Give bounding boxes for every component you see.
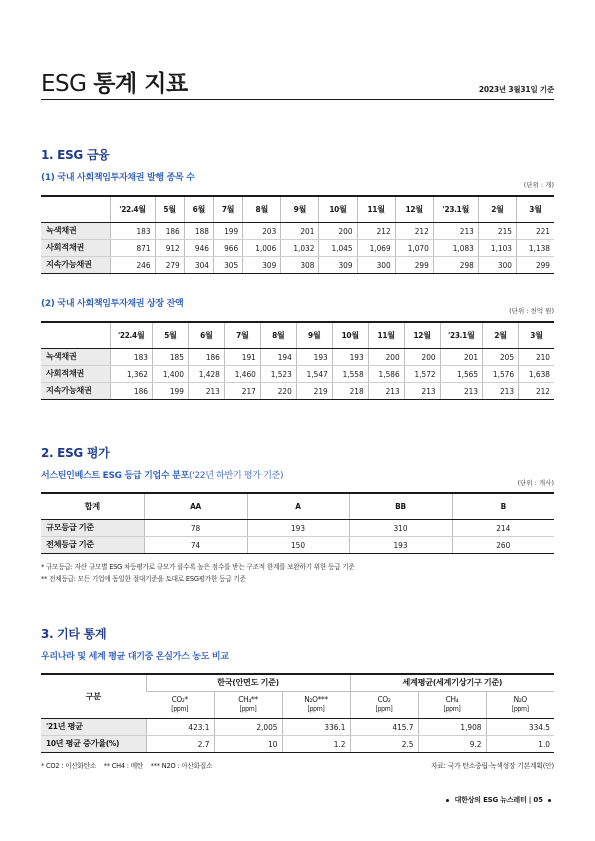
table-cell: 220 <box>260 382 296 399</box>
gas-column-header <box>350 691 418 718</box>
table-cell: 215 <box>478 222 516 239</box>
table-listed-balance <box>41 321 554 400</box>
header-rule <box>41 99 554 100</box>
table-cell: 1,069 <box>357 239 395 256</box>
row-label: 전체등급 기준 <box>41 536 144 553</box>
table-cell: 336.1 <box>282 718 350 735</box>
table-row <box>41 239 554 256</box>
table-cell: 1,558 <box>332 365 368 382</box>
table-cell: 1,908 <box>418 718 486 735</box>
group-header-korea: 한국(안면도 기준) <box>146 674 350 691</box>
table-cell: 219 <box>296 382 332 399</box>
table-cell: 213 <box>368 382 404 399</box>
table-cell: 299 <box>395 256 433 273</box>
column-header: 9월 <box>281 196 319 222</box>
gas-name: CH₄** <box>238 693 258 704</box>
footer-page-number: 05 <box>533 796 543 804</box>
unit-rating: (단위 : 개사) <box>517 479 554 487</box>
row-label: 사회적채권 <box>41 239 110 256</box>
table-cell: 1,070 <box>395 239 433 256</box>
table-cell: 199 <box>213 222 242 239</box>
table-cell: 212 <box>357 222 395 239</box>
column-header: 8월 <box>260 322 296 348</box>
page-date: 2023년 3월31일 기준 <box>478 85 554 94</box>
column-header: 8월 <box>243 196 281 222</box>
gas-column-header <box>486 691 554 718</box>
table-cell: 1.2 <box>282 735 350 752</box>
table-cell: 299 <box>516 256 554 273</box>
table-cell: 300 <box>357 256 395 273</box>
table-cell: 221 <box>516 222 554 239</box>
table-cell: 205 <box>483 348 519 365</box>
table-cell: 300 <box>478 256 516 273</box>
table-cell: 1,576 <box>483 365 519 382</box>
section-title-esg-rating: 2. ESG 평가 <box>41 446 110 460</box>
column-header: '22.4월 <box>110 322 152 348</box>
unit-listed-balance: (단위 : 천억 원) <box>509 307 554 315</box>
column-header: 5월 <box>155 196 184 222</box>
table-cell: 193 <box>332 348 368 365</box>
column-header: 3월 <box>519 322 554 348</box>
table-cell: 298 <box>433 256 478 273</box>
footer-dot-icon <box>548 799 551 802</box>
gas-column-header <box>214 691 282 718</box>
gas-name: CH₄ <box>445 693 459 704</box>
table-cell: 1,362 <box>110 365 152 382</box>
table-cell: 9.2 <box>418 735 486 752</box>
table-cell: 415.7 <box>350 718 418 735</box>
table-cell: 201 <box>281 222 319 239</box>
subtitle-ghg-comparison: 우리나라 및 세계 평균 대기중 온실가스 농도 비교 <box>41 652 229 662</box>
table-cell: 193 <box>247 519 349 536</box>
gas-name: N₂O*** <box>304 693 328 704</box>
row-label: 지속가능채권 <box>41 256 110 273</box>
table-cell: 1,103 <box>478 239 516 256</box>
table-cell: 309 <box>243 256 281 273</box>
table-cell: 212 <box>395 222 433 239</box>
table-cell: 912 <box>155 239 184 256</box>
column-header: BB <box>349 493 452 519</box>
gas-column-header <box>282 691 350 718</box>
column-header: 12월 <box>404 322 440 348</box>
table-cell: 1,547 <box>296 365 332 382</box>
gas-name: CO₂ <box>377 693 391 704</box>
row-label: 녹색채권 <box>41 222 110 239</box>
row-label: 녹색채권 <box>41 348 110 365</box>
page-header <box>41 65 554 97</box>
table-cell: 191 <box>224 348 260 365</box>
table-cell: 200 <box>368 348 404 365</box>
table-cell: 2,005 <box>214 718 282 735</box>
table-cell: 214 <box>452 519 554 536</box>
column-header: 6월 <box>184 196 213 222</box>
column-header: 9월 <box>296 322 332 348</box>
table-rating-distribution <box>41 492 554 554</box>
table-cell: 1,586 <box>368 365 404 382</box>
table-cell: 183 <box>110 348 152 365</box>
table-ghg-comparison <box>41 673 554 753</box>
table-corner <box>41 322 110 348</box>
gas-unit: [ppm] <box>307 705 325 714</box>
table-cell: 279 <box>155 256 184 273</box>
column-header: 12월 <box>395 196 433 222</box>
table-cell: 423.1 <box>146 718 214 735</box>
table-cell: 2.7 <box>146 735 214 752</box>
column-header: A <box>247 493 349 519</box>
table-cell: 1,032 <box>281 239 319 256</box>
gas-column-header <box>146 691 214 718</box>
table-row <box>41 718 554 735</box>
table-cell: 2.5 <box>350 735 418 752</box>
table-cell: 186 <box>155 222 184 239</box>
column-header: B <box>452 493 554 519</box>
table-row <box>41 382 554 399</box>
table-cell: 193 <box>296 348 332 365</box>
table-cell: 1,565 <box>440 365 482 382</box>
column-header-total: 합계 <box>41 493 144 519</box>
column-header: 2월 <box>478 196 516 222</box>
gas-unit: [ppm] <box>239 705 257 714</box>
table-cell: 246 <box>110 256 155 273</box>
page-title-main: 통계 지표 <box>93 71 188 97</box>
table-cell: 1,523 <box>260 365 296 382</box>
table-cell: 183 <box>110 222 155 239</box>
table-cell: 1,083 <box>433 239 478 256</box>
group-header-world: 세계평균(세계기상기구 기준) <box>350 674 554 691</box>
subtitle-rating-bold: 서스틴인베스트 ESG 등급 기업수 분포 <box>41 471 189 481</box>
column-header: 6월 <box>188 322 224 348</box>
note-overall-grade: ** 전체등급: 모든 기업에 동일한 절대기준을 토대로 ESG평가한 등급 기준 <box>41 575 246 583</box>
table-row <box>41 519 554 536</box>
table-cell: 203 <box>243 222 281 239</box>
table-row <box>41 365 554 382</box>
page-title <box>41 65 188 98</box>
table-row <box>41 348 554 365</box>
page-title-prefix: ESG <box>41 71 87 97</box>
table-cell: 334.5 <box>486 718 554 735</box>
table-cell: 309 <box>319 256 357 273</box>
note-scale-grade: * 규모등급: 자산 규모별 ESG 차등평가로 규모가 클수록 높은 점수를 받는 구조적 한계를 보완하기 위한 등급 기준 <box>41 563 355 571</box>
column-header: 11월 <box>368 322 404 348</box>
table-cell: 210 <box>519 348 554 365</box>
table-cell: 201 <box>440 348 482 365</box>
table-cell: 1,138 <box>516 239 554 256</box>
column-header: 2월 <box>483 322 519 348</box>
table-cell: 218 <box>332 382 368 399</box>
table-cell: 966 <box>213 239 242 256</box>
table-cell: 186 <box>188 348 224 365</box>
column-header: '22.4월 <box>110 196 155 222</box>
row-label: 사회적채권 <box>41 365 110 382</box>
table-cell: 212 <box>519 382 554 399</box>
row-label: '21년 평균 <box>41 718 146 735</box>
table-cell: 217 <box>224 382 260 399</box>
table-cell: 213 <box>188 382 224 399</box>
subtitle-rating-distribution <box>41 468 283 481</box>
table-cell: 1,045 <box>319 239 357 256</box>
table-row <box>41 256 554 273</box>
table-cell: 200 <box>404 348 440 365</box>
table-cell: 186 <box>110 382 152 399</box>
table-corner <box>41 196 110 222</box>
table-issuance-count <box>41 195 554 274</box>
note-gas-abbreviations: * CO2 : 이산화탄소 ** CH4 : 메탄 *** N2O : 아산화질소 <box>41 762 213 770</box>
table-cell: 946 <box>184 239 213 256</box>
table-cell: 1.0 <box>486 735 554 752</box>
row-label: 지속가능채권 <box>41 382 110 399</box>
table-cell: 213 <box>433 222 478 239</box>
footer-newsletter: 대한상의 ESG 뉴스레터 <box>454 796 527 804</box>
table-cell: 1,572 <box>404 365 440 382</box>
page-footer <box>443 795 554 805</box>
column-header: 7월 <box>224 322 260 348</box>
subtitle-issuance-count: (1) 국내 사회책임투자채권 발행 종목 수 <box>41 173 195 183</box>
subtitle-rating-light: ('22년 하반기 평가 기준) <box>188 471 284 481</box>
row-label: 10년 평균 증가율(%) <box>41 735 146 752</box>
table-cell: 74 <box>144 536 247 553</box>
table-row <box>41 735 554 752</box>
row-header-category: 구분 <box>41 674 146 718</box>
gas-column-header <box>418 691 486 718</box>
table-cell: 1,006 <box>243 239 281 256</box>
table-row <box>41 222 554 239</box>
source-text: 자료: 국가 탄소중립·녹색성장 기본계획(안) <box>430 762 554 770</box>
gas-unit: [ppm] <box>511 705 529 714</box>
table-cell: 185 <box>152 348 188 365</box>
footer-dot-icon <box>446 799 449 802</box>
gas-name: CO₂* <box>171 693 188 704</box>
table-row <box>41 536 554 553</box>
table-cell: 1,638 <box>519 365 554 382</box>
gas-unit: [ppm] <box>171 705 189 714</box>
table-cell: 213 <box>404 382 440 399</box>
column-header: '23.1월 <box>433 196 478 222</box>
table-cell: 213 <box>440 382 482 399</box>
gas-unit: [ppm] <box>375 705 393 714</box>
table-cell: 308 <box>281 256 319 273</box>
gas-unit: [ppm] <box>443 705 461 714</box>
table-cell: 200 <box>319 222 357 239</box>
column-header: 10월 <box>319 196 357 222</box>
table-cell: 1,400 <box>152 365 188 382</box>
column-header: '23.1월 <box>440 322 482 348</box>
table-cell: 188 <box>184 222 213 239</box>
column-header: 3월 <box>516 196 554 222</box>
column-header: 7월 <box>213 196 242 222</box>
table-cell: 150 <box>247 536 349 553</box>
table-cell: 304 <box>184 256 213 273</box>
table-cell: 10 <box>214 735 282 752</box>
table-cell: 199 <box>152 382 188 399</box>
table-cell: 1,428 <box>188 365 224 382</box>
footer-separator: | <box>528 796 532 804</box>
column-header: 10월 <box>332 322 368 348</box>
column-header: AA <box>144 493 247 519</box>
column-header: 5월 <box>152 322 188 348</box>
subtitle-listed-balance: (2) 국내 사회책임투자채권 상장 잔액 <box>41 299 184 309</box>
table-cell: 871 <box>110 239 155 256</box>
table-cell: 78 <box>144 519 247 536</box>
section-title-other-stats: 3. 기타 통계 <box>41 627 107 641</box>
table-cell: 193 <box>349 536 452 553</box>
table-cell: 194 <box>260 348 296 365</box>
table-cell: 305 <box>213 256 242 273</box>
table-cell: 213 <box>483 382 519 399</box>
unit-issuance-count: (단위 : 개) <box>523 181 554 189</box>
table-cell: 1,460 <box>224 365 260 382</box>
gas-name: N₂O <box>513 693 527 704</box>
section-title-esg-finance: 1. ESG 금융 <box>41 148 110 162</box>
column-header: 11월 <box>357 196 395 222</box>
row-label: 규모등급 기준 <box>41 519 144 536</box>
table-cell: 260 <box>452 536 554 553</box>
table-cell: 310 <box>349 519 452 536</box>
